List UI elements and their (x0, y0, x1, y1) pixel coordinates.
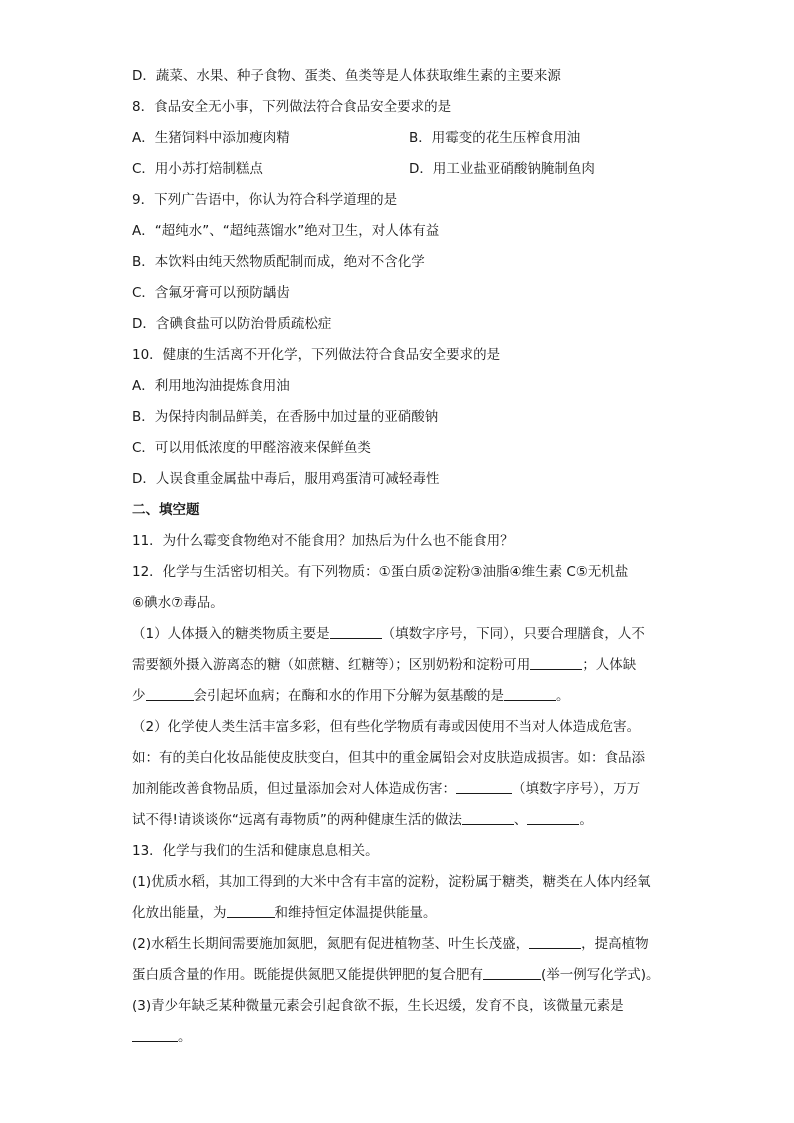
q8-options-cd (132, 157, 662, 188)
answer-blank[interactable] (483, 964, 541, 980)
q13-p2-text-b: ，提高植物 (581, 936, 649, 952)
answer-blank[interactable] (456, 778, 512, 794)
answer-blank[interactable] (529, 933, 581, 949)
q12-p1-text-d: ；人体缺 (582, 657, 637, 673)
q9-option-b: B．本饮料由纯天然物质配制而成，绝对不含化学 (132, 254, 425, 270)
q12-part2-line1: （2）化学使人类生活丰富多彩，但有些化学物质有毒或因使用不当对人体造成危害。 (132, 719, 641, 735)
q12-part2-line2: 如：有的美白化妆品能使皮肤变白，但其中的重金属铅会对皮肤造成损害。如：食品添 (132, 750, 645, 766)
answer-blank[interactable] (132, 1026, 178, 1042)
q10-option-b: B．为保持肉制品鲜美，在香肠中加过量的亚硝酸钠 (132, 409, 439, 425)
q12-stem-line1: 12．化学与生活密切相关。有下列物质：①蛋白质②淀粉③油脂④维生素 C⑤无机盐 (132, 564, 629, 580)
q8-options-ab (132, 126, 662, 157)
q13-part1-line1: (1)优质水稻，其加工得到的大米中含有丰富的淀粉，淀粉属于糖类，糖类在人体内经氧 (132, 874, 651, 890)
q13-p2-text-d: (举一例写化学式)。 (541, 967, 660, 983)
q8-stem: 8．食品安全无小事，下列做法符合食品安全要求的是 (132, 99, 452, 115)
q10-stem: 10．健康的生活离不开化学，下列做法符合食品安全要求的是 (132, 347, 501, 363)
q13-p1-text-b: 化放出能量，为 (132, 905, 227, 921)
q10-option-d: D．人误食重金属盐中毒后，服用鸡蛋清可减轻毒性 (132, 471, 440, 487)
q12-p1-text-c: 需要额外摄入游离态的糖（如蔗糖、红糖等）；区别奶粉和淀粉可用 (132, 657, 531, 673)
q12-p1-text-b: （填数字序号，下同），只要合理膳食，人不 (381, 626, 645, 642)
q8-option-b: B．用霉变的花生压榨食用油 (409, 130, 581, 146)
q12-p2-text-d: （填数字序号），万万 (512, 781, 641, 797)
q12-p2-text-e: 试不得!请谈谈你“远离有毒物质”的两种健康生活的做法 (132, 812, 462, 828)
q10-option-c: C．可以用低浓度的甲醛溶液来保鲜鱼类 (132, 440, 371, 456)
q12-part2-line3 (132, 777, 662, 808)
q13-part3-line2 (132, 1025, 662, 1056)
q12-p2-text-c: 加剂能改善食物品质，但过量添加会对人体造成伤害： (132, 781, 456, 797)
q8-option-d: D．用工业盐亚硝酸钠腌制鱼肉 (409, 161, 595, 177)
q10-option-a: A．利用地沟油提炼食用油 (132, 378, 290, 394)
answer-blank[interactable] (462, 809, 514, 825)
q13-p2-text-c: 蛋白质含量的作用。既能提供氮肥又能提供钾肥的复合肥有 (132, 967, 483, 983)
q13-p3-text-b: 。 (178, 1029, 192, 1045)
q12-part2-line4 (132, 808, 662, 839)
q11-stem: 11．为什么霉变食物绝对不能食用？加热后为什么也不能食用？ (132, 533, 514, 549)
q7-option-d: D．蔬菜、水果、种子食物、蛋类、鱼类等是人体获取维生素的主要来源 (132, 68, 561, 84)
answer-blank[interactable] (227, 902, 275, 918)
q13-p2-text-a: (2)水稻生长期间需要施加氮肥，氮肥有促进植物茎、叶生长茂盛， (132, 936, 530, 952)
answer-blank[interactable] (330, 623, 382, 639)
q8-option-a: A．生猪饲料中添加瘦肉精 (132, 130, 290, 146)
q12-p1-text-g: 。 (556, 688, 570, 704)
q9-option-c: C．含氟牙膏可以预防龋齿 (132, 285, 290, 301)
q12-p1-text-a: （1）人体摄入的糖类物质主要是 (132, 626, 330, 642)
q13-part1-line2 (132, 901, 662, 932)
q13-stem: 13．化学与我们的生活和健康息息相关。 (132, 843, 379, 859)
q13-part2-line2 (132, 963, 662, 994)
q12-stem-line2: ⑥碘水⑦毒品。 (132, 595, 224, 611)
q12-p1-text-e: 少 (132, 688, 146, 704)
q13-part3-line1: (3)青少年缺乏某种微量元素会引起食欲不振，生长迟缓，发育不良，该微量元素是 (132, 998, 624, 1014)
q12-p2-text-g: 。 (579, 812, 593, 828)
q12-part1-line3 (132, 684, 662, 715)
answer-blank[interactable] (504, 685, 556, 701)
q12-p2-text-f: 、 (513, 812, 528, 828)
q9-stem: 9．下列广告语中，你认为符合科学道理的是 (132, 192, 398, 208)
q9-option-d: D．含碘食盐可以防治骨质疏松症 (132, 316, 332, 332)
exam-content (132, 64, 662, 1056)
q12-part1-line1 (132, 622, 662, 653)
q13-part2-line1 (132, 932, 662, 963)
answer-blank[interactable] (146, 685, 194, 701)
answer-blank[interactable] (527, 809, 579, 825)
q12-part1-line2 (132, 653, 662, 684)
answer-blank[interactable] (530, 654, 582, 670)
section-title-fill-in: 二、填空题 (132, 502, 200, 518)
q8-option-c: C．用小苏打焙制糕点 (132, 161, 263, 177)
q13-p1-text-c: 和维持恒定体温提供能量。 (274, 905, 437, 921)
q12-p1-text-f: 会引起坏血病；在酶和水的作用下分解为氨基酸的是 (193, 688, 504, 704)
q9-option-a: A．“超纯水”、“超纯蒸馏水”绝对卫生，对人体有益 (132, 223, 440, 239)
